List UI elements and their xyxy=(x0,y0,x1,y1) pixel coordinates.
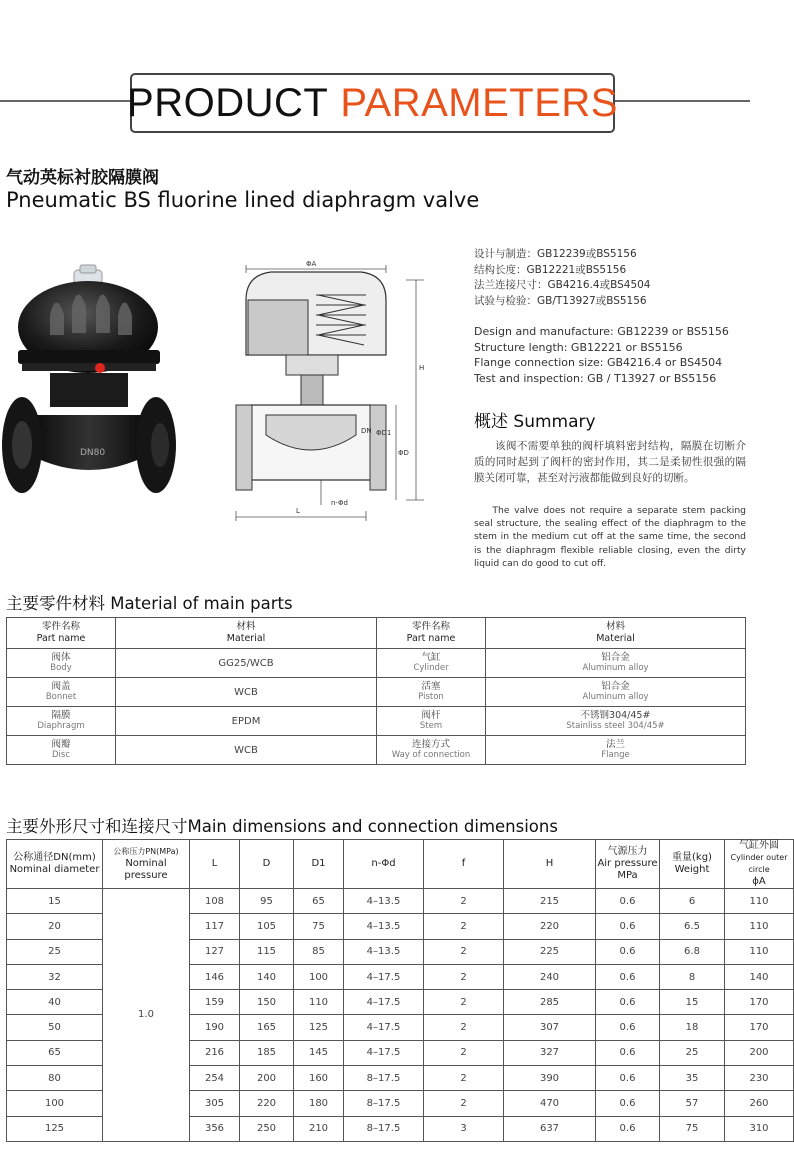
cell-d: 250 xyxy=(240,1116,294,1141)
cell-f: 2 xyxy=(424,939,504,964)
cell-f: 2 xyxy=(424,1091,504,1116)
table-header-row xyxy=(7,840,794,889)
summary-text-cn: 该阀不需要单独的阀杆填料密封结构，隔膜在切断介质的同时起到了阀杆的密封作用，其二是柔韧性很强的隔膜关闭可靠，甚至对污液都能做到良好的切断。 xyxy=(474,440,746,484)
dimensions-body xyxy=(7,889,794,1142)
cell-dn: 100 xyxy=(7,1091,103,1116)
header-cell xyxy=(377,618,486,649)
material-cell xyxy=(486,678,746,707)
header-cn: 零件名称 xyxy=(411,621,450,632)
header-cn: 材料 xyxy=(605,621,625,632)
label-d1: ΦD1 xyxy=(376,429,392,437)
header-cell xyxy=(7,618,116,649)
cell-d: 165 xyxy=(240,1015,294,1040)
cell-w: 57 xyxy=(660,1091,725,1116)
banner-line-right xyxy=(613,100,750,102)
cell-h: 307 xyxy=(504,1015,596,1040)
material-en: Flange xyxy=(601,750,630,760)
cell-a: 170 xyxy=(725,1015,794,1040)
cell-w: 8 xyxy=(660,964,725,989)
cell-dn: 40 xyxy=(7,990,103,1015)
material-cn: 铝合金 xyxy=(601,681,630,692)
header-n-phi-d: n-Φd xyxy=(344,840,424,889)
part-cell xyxy=(377,736,486,765)
header-dn xyxy=(7,840,103,889)
cell-d: 95 xyxy=(240,889,294,914)
cell-l: 254 xyxy=(190,1066,240,1091)
cell-d1: 65 xyxy=(294,889,344,914)
header-dn-en: Nominal diameter xyxy=(9,864,100,875)
spec-cn-line: 结构长度：GB12221或BS5156 xyxy=(474,263,627,276)
cell-dn: 32 xyxy=(7,964,103,989)
cell-w: 35 xyxy=(660,1066,725,1091)
cell-l: 159 xyxy=(190,990,240,1015)
cell-l: 108 xyxy=(190,889,240,914)
cell-h: 285 xyxy=(504,990,596,1015)
spec-en-line: Test and inspection: GB / T13927 or BS5156 xyxy=(474,371,717,385)
material-cn: 铝合金 xyxy=(601,652,630,663)
label-phi-a: ΦA xyxy=(306,260,317,268)
part-cn: 连接方式 xyxy=(411,739,450,750)
material-cell xyxy=(486,736,746,765)
cell-f: 2 xyxy=(424,914,504,939)
header-cn: 材料 xyxy=(236,621,256,632)
cell-dn: 15 xyxy=(7,889,103,914)
part-en: Stem xyxy=(419,721,443,731)
header-cell xyxy=(486,618,746,649)
cell-nd: 4–17.5 xyxy=(344,964,424,989)
cell-d1: 180 xyxy=(294,1091,344,1116)
part-cell xyxy=(377,678,486,707)
cell-l: 356 xyxy=(190,1116,240,1141)
header-pn-en: Nominal pressure xyxy=(124,858,168,881)
material-cn: 法兰 xyxy=(605,739,625,750)
header-cn: 零件名称 xyxy=(41,621,80,632)
cell-h: 240 xyxy=(504,964,596,989)
cell-f: 2 xyxy=(424,1066,504,1091)
label-dn: DN xyxy=(361,427,372,435)
header-weight xyxy=(660,840,725,889)
cell-a: 110 xyxy=(725,889,794,914)
cell-air: 0.6 xyxy=(596,1040,660,1065)
table-header-row xyxy=(7,618,746,649)
cell-d1: 75 xyxy=(294,914,344,939)
part-cn: 气缸 xyxy=(421,652,441,663)
header-weight-en: Weight xyxy=(674,864,710,875)
cell-nd: 4–13.5 xyxy=(344,889,424,914)
cell-a: 230 xyxy=(725,1066,794,1091)
cell-d: 200 xyxy=(240,1066,294,1091)
cell-d1: 85 xyxy=(294,939,344,964)
cell-d1: 145 xyxy=(294,1040,344,1065)
cell-l: 146 xyxy=(190,964,240,989)
cell-d1: 110 xyxy=(294,990,344,1015)
header-cylinder xyxy=(725,840,794,889)
part-cell xyxy=(377,649,486,678)
header-h: H xyxy=(504,840,596,889)
cell-d1: 125 xyxy=(294,1015,344,1040)
cell-dn: 25 xyxy=(7,939,103,964)
cell-h: 215 xyxy=(504,889,596,914)
cell-pn: 1.0 xyxy=(103,889,190,1142)
part-cell xyxy=(7,707,116,736)
cell-dn: 125 xyxy=(7,1116,103,1141)
header-cyl-cn: 气缸外圆 xyxy=(739,840,779,851)
dimensions-title: 主要外形尺寸和连接尺寸Main dimensions and connection dimensions xyxy=(6,817,558,836)
cell-air: 0.6 xyxy=(596,1015,660,1040)
part-en: Bonnet xyxy=(45,692,77,702)
header-l: L xyxy=(190,840,240,889)
header-cyl-sym: ϕA xyxy=(752,876,766,887)
header-en: Material xyxy=(226,633,266,644)
cell-w: 6.8 xyxy=(660,939,725,964)
part-cell xyxy=(7,649,116,678)
label-l: L xyxy=(296,507,300,515)
cell-dn: 65 xyxy=(7,1040,103,1065)
material-cell xyxy=(486,707,746,736)
valve-photo xyxy=(0,255,178,525)
cell-nd: 8–17.5 xyxy=(344,1091,424,1116)
cell-h: 225 xyxy=(504,939,596,964)
cell-air: 0.6 xyxy=(596,889,660,914)
banner-text-parameters: PARAMETERS xyxy=(340,80,618,125)
page-banner xyxy=(127,73,618,133)
header-d1: D1 xyxy=(294,840,344,889)
cell-f: 2 xyxy=(424,1040,504,1065)
cell-nd: 4–13.5 xyxy=(344,914,424,939)
cell-d: 115 xyxy=(240,939,294,964)
header-cell xyxy=(116,618,377,649)
cell-dn: 20 xyxy=(7,914,103,939)
part-cn: 阀体 xyxy=(51,652,71,663)
cell-a: 140 xyxy=(725,964,794,989)
cell-f: 2 xyxy=(424,964,504,989)
spec-cn-line: 试验与检验：GB/T13927或BS5156 xyxy=(474,294,647,307)
table-row xyxy=(7,889,794,914)
body-marking: DN80 xyxy=(80,448,106,458)
part-cell xyxy=(7,678,116,707)
cell-d: 140 xyxy=(240,964,294,989)
material-cell: GG25/WCB xyxy=(116,649,377,678)
header-en: Material xyxy=(596,633,635,644)
cell-w: 6.5 xyxy=(660,914,725,939)
cell-d: 220 xyxy=(240,1091,294,1116)
cell-w: 6 xyxy=(660,889,725,914)
banner-text-product: PRODUCT xyxy=(127,80,329,125)
cell-a: 200 xyxy=(725,1040,794,1065)
table-row xyxy=(7,649,746,678)
cell-nd: 4–17.5 xyxy=(344,1040,424,1065)
part-cn: 活塞 xyxy=(421,681,441,692)
label-d: ΦD xyxy=(398,449,409,457)
material-cell: WCB xyxy=(116,736,377,765)
cell-dn: 50 xyxy=(7,1015,103,1040)
cell-nd: 8–17.5 xyxy=(344,1066,424,1091)
cell-a: 310 xyxy=(725,1116,794,1141)
cell-air: 0.6 xyxy=(596,914,660,939)
banner-line-left xyxy=(0,100,132,102)
cell-air: 0.6 xyxy=(596,939,660,964)
label-h: H xyxy=(419,364,425,372)
header-f: f xyxy=(424,840,504,889)
cell-f: 2 xyxy=(424,889,504,914)
cell-nd: 4–17.5 xyxy=(344,990,424,1015)
spec-en-line: Flange connection size: GB4216.4 or BS4504 xyxy=(474,356,723,369)
spec-cn-line: 设计与制造：GB12239或BS5156 xyxy=(474,248,637,260)
part-en: Diaphragm xyxy=(37,721,85,731)
material-cn: 不锈钢304/45# xyxy=(580,710,651,721)
header-cyl-en: Cylinder outer circle xyxy=(730,853,788,874)
cell-l: 190 xyxy=(190,1015,240,1040)
specs-en xyxy=(474,324,729,386)
spec-en-line: Structure length: GB12221 or BS5156 xyxy=(474,340,683,354)
material-cell: EPDM xyxy=(116,707,377,736)
header-en: Part name xyxy=(36,633,86,644)
part-cn: 阀盖 xyxy=(51,681,71,692)
cell-d: 105 xyxy=(240,914,294,939)
part-cell xyxy=(7,736,116,765)
header-pn-cn: 公称压力PN(MPa) xyxy=(113,847,179,856)
part-en: Piston xyxy=(418,692,444,702)
part-cn: 阀杆 xyxy=(421,710,441,721)
table-row xyxy=(7,736,746,765)
cell-a: 110 xyxy=(725,939,794,964)
header-weight-cn: 重量(kg) xyxy=(672,852,712,863)
cell-h: 470 xyxy=(504,1091,596,1116)
header-en: Part name xyxy=(406,633,456,644)
summary-text-en: The valve does not require a separate stem packing seal structure, the sealing effect of the diaphragm to the stem in the medium cut off at the same time, the second is the diaphragm flexible reliable closing, even the dirty liquid can do good to cut off. xyxy=(474,505,746,569)
part-cn: 阀瓣 xyxy=(51,739,71,750)
cell-w: 18 xyxy=(660,1015,725,1040)
cell-a: 110 xyxy=(725,914,794,939)
dimensions-table xyxy=(6,839,794,1142)
spec-cn-line: 法兰连接尺寸：GB4216.4或BS4504 xyxy=(474,279,651,291)
cell-d: 185 xyxy=(240,1040,294,1065)
cell-l: 305 xyxy=(190,1091,240,1116)
cell-nd: 8–17.5 xyxy=(344,1116,424,1141)
cell-d1: 160 xyxy=(294,1066,344,1091)
table-row xyxy=(7,707,746,736)
materials-title: 主要零件材料 Material of main parts xyxy=(6,594,293,613)
material-cell: WCB xyxy=(116,678,377,707)
header-air-en: Air pressure xyxy=(597,858,658,869)
material-en: Aluminum alloy xyxy=(582,692,649,702)
cell-air: 0.6 xyxy=(596,990,660,1015)
part-en: Cylinder xyxy=(413,663,449,673)
header-d: D xyxy=(240,840,294,889)
product-title-cn: 气动英标衬胶隔膜阀 xyxy=(6,168,159,188)
cell-l: 216 xyxy=(190,1040,240,1065)
cell-w: 25 xyxy=(660,1040,725,1065)
spec-en-line: Design and manufacture: GB12239 or BS5156 xyxy=(474,325,729,338)
part-cn: 隔膜 xyxy=(51,710,71,721)
cell-a: 260 xyxy=(725,1091,794,1116)
material-en: Aluminum alloy xyxy=(582,663,649,673)
specs-cn xyxy=(474,247,651,309)
cell-nd: 4–13.5 xyxy=(344,939,424,964)
material-en: Stainliss steel 304/45# xyxy=(566,721,665,731)
cell-w: 15 xyxy=(660,990,725,1015)
materials-table xyxy=(6,617,746,765)
header-air-unit: MPa xyxy=(617,870,638,881)
cell-d1: 210 xyxy=(294,1116,344,1141)
part-en: Disc xyxy=(51,750,70,760)
table-row xyxy=(7,678,746,707)
cell-d1: 100 xyxy=(294,964,344,989)
valve-section-drawing xyxy=(226,255,448,525)
cell-dn: 80 xyxy=(7,1066,103,1091)
cell-d: 150 xyxy=(240,990,294,1015)
part-en: Way of connection xyxy=(391,750,471,760)
cell-l: 117 xyxy=(190,914,240,939)
header-air xyxy=(596,840,660,889)
cell-f: 2 xyxy=(424,1015,504,1040)
cell-air: 0.6 xyxy=(596,1116,660,1141)
cell-a: 170 xyxy=(725,990,794,1015)
cell-f: 3 xyxy=(424,1116,504,1141)
cell-h: 637 xyxy=(504,1116,596,1141)
product-title-en: Pneumatic BS fluorine lined diaphragm valve xyxy=(6,188,480,212)
summary-title: 概述 Summary xyxy=(474,412,596,432)
cell-f: 2 xyxy=(424,990,504,1015)
cell-nd: 4–17.5 xyxy=(344,1015,424,1040)
cell-air: 0.6 xyxy=(596,964,660,989)
header-pn xyxy=(103,840,190,889)
cell-h: 327 xyxy=(504,1040,596,1065)
cell-l: 127 xyxy=(190,939,240,964)
cell-air: 0.6 xyxy=(596,1066,660,1091)
cell-w: 75 xyxy=(660,1116,725,1141)
header-air-cn: 气源压力 xyxy=(607,846,648,857)
cell-h: 390 xyxy=(504,1066,596,1091)
material-cell xyxy=(486,649,746,678)
part-cell xyxy=(377,707,486,736)
label-n-phi-d: n-Φd xyxy=(331,499,348,507)
cell-h: 220 xyxy=(504,914,596,939)
part-en: Body xyxy=(50,663,72,673)
header-dn-cn: 公称通径DN(mm) xyxy=(13,852,96,863)
cell-air: 0.6 xyxy=(596,1091,660,1116)
